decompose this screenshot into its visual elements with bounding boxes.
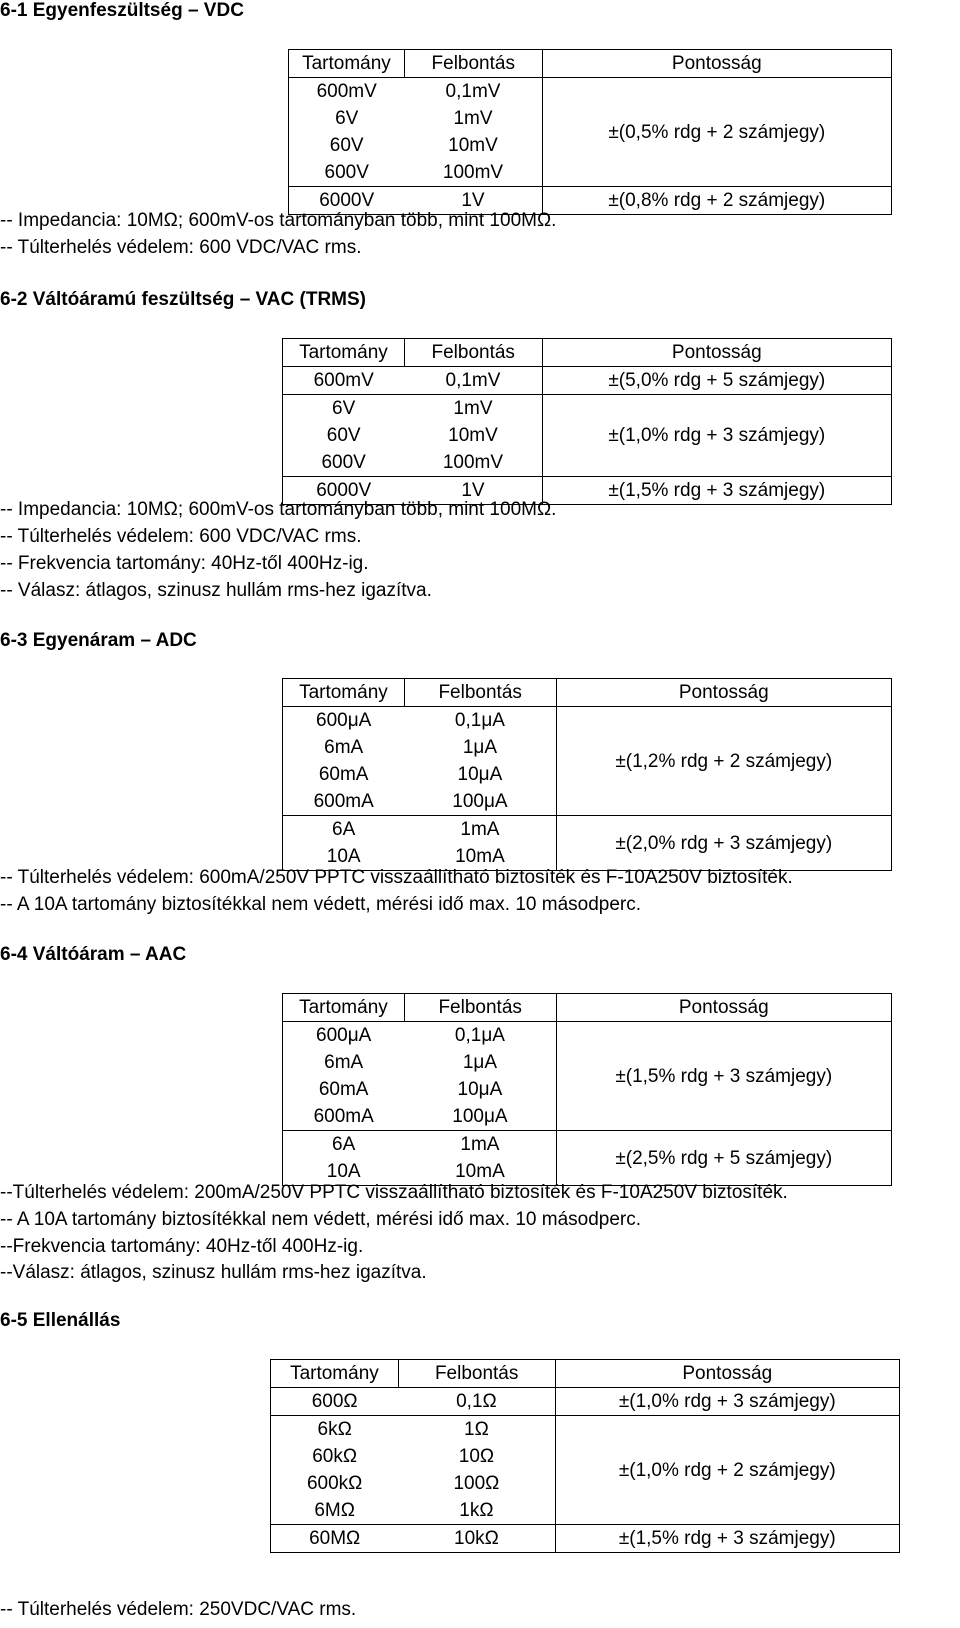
resolution-cell: 10mA [404,843,556,871]
resolution-cell: 1mA [404,1131,556,1159]
header-accuracy: Pontosság [556,679,891,707]
range-cell: 60kΩ [271,1443,399,1470]
section-heading-vdc: 6-1 Egyenfeszültség – VDC [0,0,244,21]
note-line: -- Impedancia: 10MΩ; 600mV-os tartományban több, mint 100MΩ. [0,499,557,520]
resolution-cell: 1mV [404,105,542,132]
resolution-cell: 0,1μA [404,1022,556,1050]
range-cell: 6MΩ [271,1497,399,1525]
range-cell: 6V [283,395,405,423]
header-range: Tartomány [289,50,405,78]
spec-table-adc [282,678,892,871]
resolution-cell: 10μA [404,761,556,788]
header-range: Tartomány [271,1360,399,1388]
range-cell: 6A [283,1131,405,1159]
range-cell: 600Ω [271,1388,399,1416]
header-range: Tartomány [283,994,405,1022]
range-cell: 10A [283,843,405,871]
accuracy-cell: ±(2,5% rdg + 5 számjegy) [556,1131,891,1186]
range-cell: 600V [283,449,405,477]
header-range: Tartomány [283,339,405,367]
range-cell: 6V [289,105,405,132]
section-heading-adc: 6-3 Egyenáram – ADC [0,630,197,651]
resolution-cell: 1mA [404,816,556,844]
table-row [289,78,892,106]
accuracy-cell: ±(1,0% rdg + 3 számjegy) [555,1388,899,1416]
range-cell: 600kΩ [271,1470,399,1497]
table-row [271,1388,900,1416]
accuracy-cell: ±(0,8% rdg + 2 számjegy) [542,187,891,215]
range-cell: 60MΩ [271,1525,399,1553]
range-cell: 6mA [283,734,405,761]
note-line: -- Frekvencia tartomány: 40Hz-től 400Hz-ig. [0,553,369,574]
resolution-cell: 10μA [404,1076,556,1103]
note-line: -- Túlterhelés védelem: 250VDC/VAC rms. [0,1599,357,1620]
header-resolution: Felbontás [404,50,542,78]
header-resolution: Felbontás [404,679,556,707]
range-cell: 600μA [283,707,405,735]
header-accuracy: Pontosság [542,50,891,78]
resolution-cell: 1V [404,187,542,215]
header-resolution: Felbontás [404,994,556,1022]
range-cell: 600V [289,159,405,187]
range-cell: 60V [283,422,405,449]
section-heading-resistance: 6-5 Ellenállás [0,1310,121,1331]
resolution-cell: 1mV [404,395,542,423]
resolution-cell: 10mV [404,132,542,159]
range-cell: 6A [283,816,405,844]
note-line: --Túlterhelés védelem: 200mA/250V PPTC visszaállítható biztosíték és F-10A250V biztosíték. [0,1182,788,1203]
resolution-cell: 0,1mV [404,78,542,106]
header-accuracy: Pontosság [542,339,891,367]
spec-table-vac [282,338,892,505]
table-header-row [283,994,892,1022]
resolution-cell: 10kΩ [398,1525,555,1553]
note-line: -- Túlterhelés védelem: 600 VDC/VAC rms. [0,526,362,547]
spec-table-resistance [270,1359,900,1553]
resolution-cell: 0,1mV [404,367,542,395]
accuracy-cell: ±(0,5% rdg + 2 számjegy) [542,78,891,187]
range-cell: 600mA [283,1103,405,1131]
table-row [283,1131,892,1159]
accuracy-cell: ±(2,0% rdg + 3 számjegy) [556,816,891,871]
table-row [283,1022,892,1050]
note-line: --Válasz: átlagos, szinusz hullám rms-hez igazítva. [0,1262,427,1283]
table-row [271,1416,900,1444]
note-line: --Frekvencia tartomány: 40Hz-től 400Hz-ig. [0,1236,364,1257]
spec-table-vdc [288,49,892,215]
resolution-cell: 10mV [404,422,542,449]
range-cell: 600mV [289,78,405,106]
accuracy-cell: ±(1,2% rdg + 2 számjegy) [556,707,891,816]
resolution-cell: 100Ω [398,1470,555,1497]
table-row [283,367,892,395]
table-header-row [271,1360,900,1388]
accuracy-cell: ±(1,0% rdg + 3 számjegy) [542,395,891,477]
note-line: -- A 10A tartomány biztosítékkal nem védett, mérési idő max. 10 másodperc. [0,894,642,915]
resolution-cell: 1V [404,477,542,505]
resolution-cell: 1μA [404,1049,556,1076]
resolution-cell: 10Ω [398,1443,555,1470]
note-line: -- Túlterhelés védelem: 600 VDC/VAC rms. [0,237,362,258]
accuracy-cell: ±(1,5% rdg + 3 számjegy) [555,1525,899,1553]
header-range: Tartomány [283,679,405,707]
resolution-cell: 100μA [404,1103,556,1131]
header-resolution: Felbontás [398,1360,555,1388]
range-cell: 10A [283,1158,405,1186]
accuracy-cell: ±(5,0% rdg + 5 számjegy) [542,367,891,395]
note-line: -- A 10A tartomány biztosítékkal nem védett, mérési idő max. 10 másodperc. [0,1209,642,1230]
range-cell: 600mV [283,367,405,395]
resolution-cell: 1μA [404,734,556,761]
range-cell: 600μA [283,1022,405,1050]
accuracy-cell: ±(1,5% rdg + 3 számjegy) [556,1022,891,1131]
header-accuracy: Pontosság [555,1360,899,1388]
resolution-cell: 100mV [404,449,542,477]
header-resolution: Felbontás [404,339,542,367]
table-row [283,816,892,844]
range-cell: 6000V [289,187,405,215]
resolution-cell: 1Ω [398,1416,555,1444]
range-cell: 60mA [283,761,405,788]
range-cell: 6mA [283,1049,405,1076]
resolution-cell: 0,1Ω [398,1388,555,1416]
accuracy-cell: ±(1,0% rdg + 2 számjegy) [555,1416,899,1525]
resolution-cell: 10mA [404,1158,556,1186]
resolution-cell: 100mV [404,159,542,187]
range-cell: 6000V [283,477,405,505]
note-line: -- Válasz: átlagos, szinusz hullám rms-hez igazítva. [0,580,432,601]
table-header-row [289,50,892,78]
table-row [283,395,892,423]
section-heading-vac: 6-2 Váltóáramú feszültség – VAC (TRMS) [0,289,367,310]
table-row [283,707,892,735]
range-cell: 60V [289,132,405,159]
spec-table-aac [282,993,892,1186]
table-row [271,1525,900,1553]
accuracy-cell: ±(1,5% rdg + 3 számjegy) [542,477,891,505]
section-heading-aac: 6-4 Váltóáram – AAC [0,944,187,965]
note-line: -- Túlterhelés védelem: 600mA/250V PPTC visszaállítható biztosíték és F-10A250V biztosíték. [0,867,793,888]
note-line: -- Impedancia: 10MΩ; 600mV-os tartományban több, mint 100MΩ. [0,210,557,231]
range-cell: 60mA [283,1076,405,1103]
table-header-row [283,339,892,367]
table-header-row [283,679,892,707]
header-accuracy: Pontosság [556,994,891,1022]
resolution-cell: 1kΩ [398,1497,555,1525]
resolution-cell: 0,1μA [404,707,556,735]
resolution-cell: 100μA [404,788,556,816]
range-cell: 600mA [283,788,405,816]
range-cell: 6kΩ [271,1416,399,1444]
